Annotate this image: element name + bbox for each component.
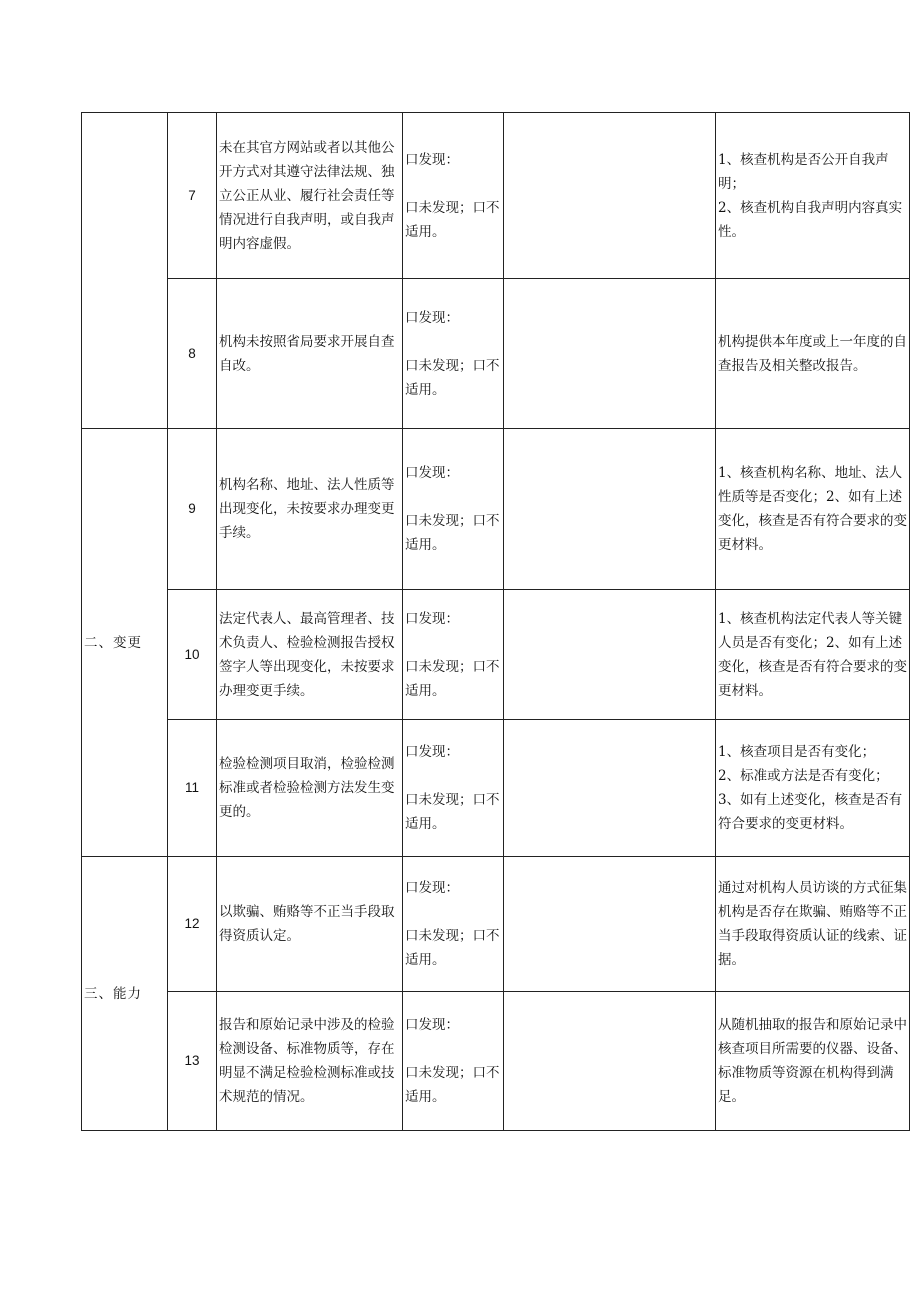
result-cell[interactable] (504, 279, 716, 429)
found-checkbox-label[interactable]: 口发现： (405, 744, 459, 760)
result-cell[interactable] (504, 992, 716, 1131)
check-method (716, 720, 910, 857)
item-description: 未在其官方网站或者以其他公开方式对其遵守法律法规、独立公正从业、履行社会责任等情况进行自我声明，或自我声明内容虚假。 (217, 113, 403, 279)
found-checkbox-label[interactable]: 口发现： (405, 151, 459, 168)
not-found-checkbox-label[interactable]: 口未发现；口不适用。 (405, 1065, 500, 1105)
item-number: 7 (168, 113, 217, 279)
status-cell (403, 992, 504, 1131)
check-method-text: 1、核查机构名称、地址、法人性质等是否变化；2、如有上述变化，核查是否有符合要求的变更材料。 (718, 465, 907, 553)
item-description: 法定代表人、最高管理者、技术负责人、检验检测报告授权签字人等出现变化，未按要求办理变更手续。 (217, 590, 403, 720)
result-cell[interactable] (504, 429, 716, 590)
found-checkbox-label[interactable]: 口发现： (405, 465, 459, 481)
check-method (716, 857, 910, 992)
found-checkbox-label[interactable]: 口发现： (405, 1017, 459, 1033)
check-method-text: 通过对机构人员访谈的方式征集机构是否存在欺骗、贿赂等不正当手段取得资质认证的线索、证据。 (718, 880, 907, 968)
check-method-text: 从随机抽取的报告和原始记录中核查项目所需要的仪器、设备、标准物质等资源在机构得到满足。 (718, 1017, 907, 1105)
table-row (82, 720, 910, 857)
check-method (716, 590, 910, 720)
item-number: 10 (168, 590, 217, 720)
item-number: 11 (168, 720, 217, 857)
not-found-checkbox-label[interactable]: 口未发现；口不适用。 (405, 357, 500, 398)
not-found-checkbox-label[interactable]: 口未发现；口不适用。 (405, 792, 500, 832)
not-found-checkbox-label[interactable]: 口未发现；口不适用。 (405, 928, 500, 968)
table-row (82, 279, 910, 429)
item-number: 13 (168, 992, 217, 1131)
item-number: 8 (168, 279, 217, 429)
status-cell (403, 279, 504, 429)
not-found-checkbox-label[interactable]: 口未发现；口不适用。 (405, 199, 500, 240)
table-row (82, 992, 910, 1131)
category-cell (82, 113, 168, 429)
item-description: 机构未按照省局要求开展自查自改。 (217, 279, 403, 429)
check-method (716, 429, 910, 590)
found-checkbox-label[interactable]: 口发现： (405, 610, 459, 627)
item-number: 9 (168, 429, 217, 590)
result-cell[interactable] (504, 590, 716, 720)
status-cell (403, 590, 504, 720)
check-method-text: 1、核查机构是否公开自我声明； 2、核查机构自我声明内容真实性。 (718, 151, 903, 240)
status-cell (403, 429, 504, 590)
not-found-checkbox-label[interactable]: 口未发现；口不适用。 (405, 658, 500, 699)
item-description: 以欺骗、贿赂等不正当手段取得资质认定。 (217, 857, 403, 992)
status-cell (403, 720, 504, 857)
category-cell: 二、变更 (82, 429, 168, 857)
table-row (82, 857, 910, 992)
not-found-checkbox-label[interactable]: 口未发现；口不适用。 (405, 513, 500, 553)
found-checkbox-label[interactable]: 口发现： (405, 880, 459, 896)
item-description: 检验检测项目取消，检验检测标准或者检验检测方法发生变更的。 (217, 720, 403, 857)
status-cell (403, 113, 504, 279)
result-cell[interactable] (504, 857, 716, 992)
item-number: 12 (168, 857, 217, 992)
item-description: 报告和原始记录中涉及的检验检测设备、标准物质等，存在明显不满足检验检测标准或技术规范的情况。 (217, 992, 403, 1131)
found-checkbox-label[interactable]: 口发现： (405, 309, 459, 326)
table-row (82, 590, 910, 720)
check-method-text: 1、核查项目是否有变化； 2、标准或方法是否有变化；3、如有上述变化，核查是否有符合要求的变更材料。 (718, 744, 903, 832)
check-method (716, 113, 910, 279)
item-description: 机构名称、地址、法人性质等出现变化，未按要求办理变更手续。 (217, 429, 403, 590)
table-row (82, 429, 910, 590)
category-cell: 三、能力 (82, 857, 168, 1131)
check-method-text: 1、核查机构法定代表人等关键人员是否有变化；2、如有上述变化，核查是否有符合要求的变更材料。 (718, 610, 907, 699)
result-cell[interactable] (504, 720, 716, 857)
check-method-text: 机构提供本年度或上一年度的自查报告及相关整改报告。 (718, 333, 907, 374)
table-row (82, 113, 910, 279)
inspection-checklist-table (81, 112, 910, 1131)
check-method (716, 992, 910, 1131)
status-cell (403, 857, 504, 992)
result-cell[interactable] (504, 113, 716, 279)
check-method (716, 279, 910, 429)
